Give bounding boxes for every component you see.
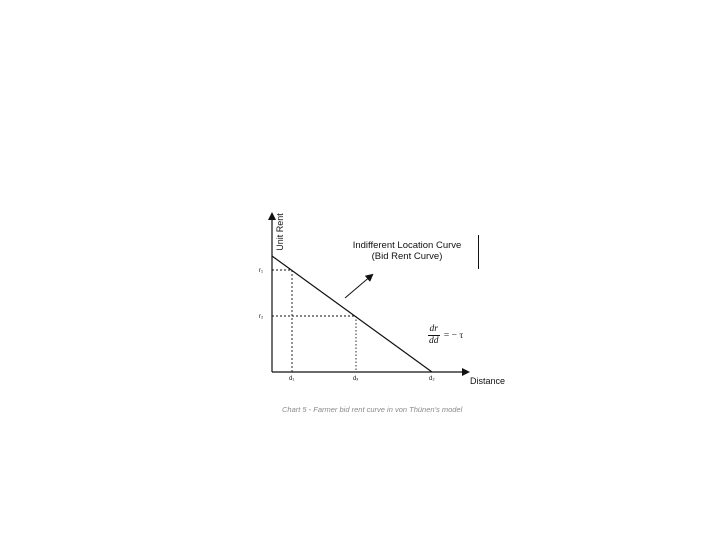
slope-formula <box>428 324 463 347</box>
callout-line-1: Indifferent Location Curve <box>352 240 462 251</box>
tick-label-dx: dₓ <box>353 376 359 382</box>
callout-label <box>352 240 462 262</box>
formula-denominator: dd <box>429 336 439 346</box>
callout-line-2: (Bid Rent Curve) <box>371 251 443 262</box>
formula-numerator: dr <box>429 324 438 334</box>
callout-bracket <box>478 235 479 269</box>
tick-label-d1: d₁ <box>289 376 295 382</box>
tick-label-r1: r₁ <box>259 268 264 274</box>
formula-rhs: = − τ <box>443 330 464 341</box>
figure-caption: Chart 5 - Farmer bid rent curve in von Thünen's model <box>282 405 463 414</box>
callout-arrow <box>345 275 372 298</box>
bid-rent-curve <box>272 256 432 372</box>
tick-label-r2: r₂ <box>259 314 264 320</box>
x-axis-label: Distance <box>470 376 506 386</box>
y-axis-label: Unit Rent <box>275 213 285 251</box>
slope-fraction <box>428 324 440 347</box>
tick-label-d2: d₂ <box>429 376 435 382</box>
